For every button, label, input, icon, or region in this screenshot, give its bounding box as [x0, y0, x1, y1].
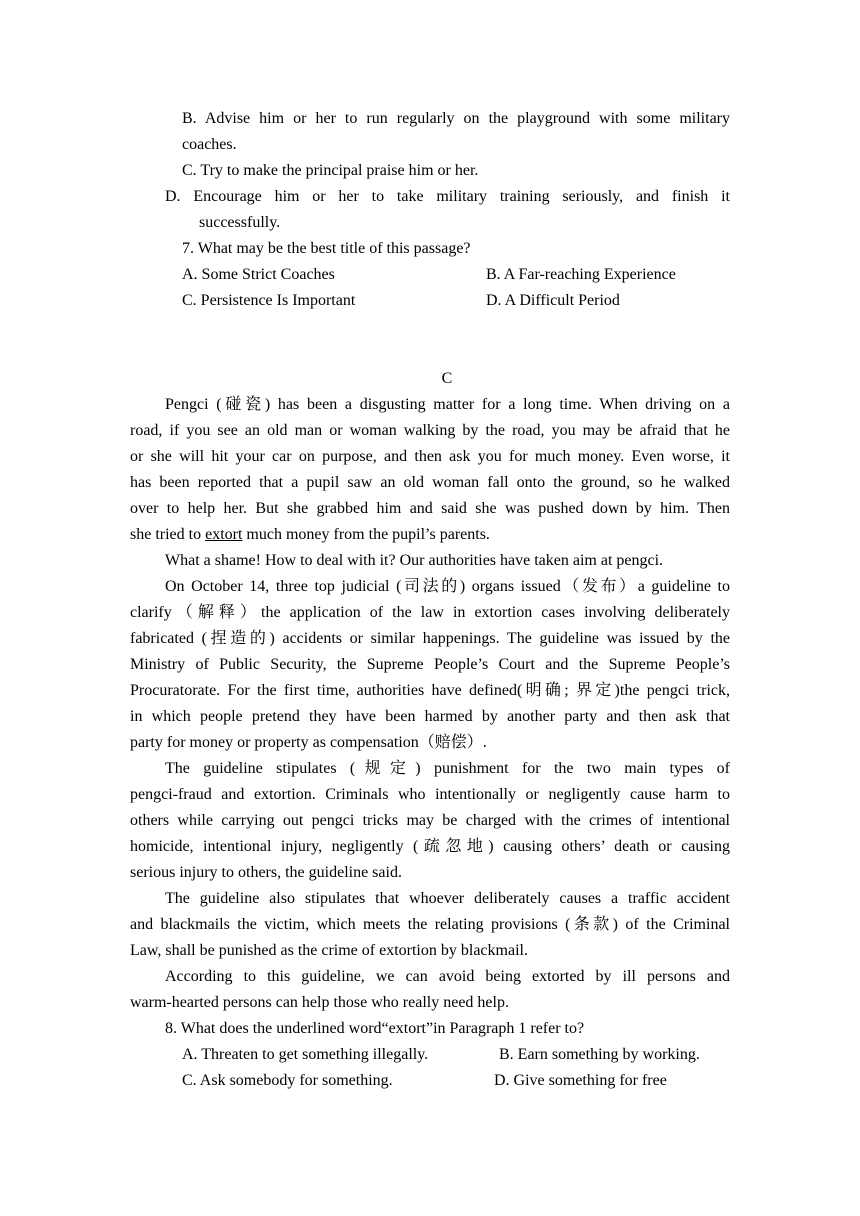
q8-option-a: A. Threaten to get something illegally.: [182, 1046, 429, 1063]
passage-p1-line: over to help her. But she grabbed him and said she was pushed down by him. Then: [130, 500, 730, 517]
passage-p4-line: homicide, intentional injury, negligently (疏忽地) causing others’ death or causing: [130, 838, 730, 855]
passage-text: much money from the pupil’s parents.: [242, 526, 490, 543]
q7-option-b: B. A Far-reaching Experience: [486, 266, 676, 283]
passage-p5-last-line: Law, shall be punished as the crime of extortion by blackmail.: [130, 942, 528, 959]
section-c-heading: C: [441, 370, 453, 387]
passage-p3-line: Ministry of Public Security, the Supreme People’s Court and the Supreme People’s: [130, 656, 730, 673]
passage-p1-line: or she will hit your car on purpose, and then ask you for much money. Even worse, it: [130, 448, 730, 465]
passage-p5-line: The guideline also stipulates that whoever deliberately causes a traffic accident: [165, 890, 730, 907]
q6-option-d-line1: D. Encourage him or her to take military training seriously, and finish it: [165, 188, 730, 205]
passage-p5-line: and blackmails the victim, which meets the relating provisions (条款) of the Criminal: [130, 916, 730, 933]
passage-p1-line: road, if you see an old man or woman walking by the road, you may be afraid that he: [130, 422, 730, 439]
passage-p6-last-line: warm-hearted persons can help those who really need help.: [130, 994, 509, 1011]
passage-p3-line: in which people pretend they have been harmed by another party and then ask that: [130, 708, 730, 725]
passage-p1-line: has been reported that a pupil saw an old woman fall onto the ground, so he walked: [130, 474, 730, 491]
q6-option-b-line2: coaches.: [182, 136, 237, 153]
q6-option-c: C. Try to make the principal praise him or her.: [182, 162, 479, 179]
underlined-word-extort: extort: [205, 526, 243, 543]
q8-option-c: C. Ask somebody for something.: [182, 1072, 393, 1089]
passage-p4-last-line: serious injury to others, the guideline said.: [130, 864, 402, 881]
passage-text: she tried to: [130, 526, 206, 543]
q7-option-a: A. Some Strict Coaches: [182, 266, 335, 283]
passage-p1-line: Pengci (碰瓷) has been a disgusting matter for a long time. When driving on a: [165, 396, 730, 413]
passage-p2: What a shame! How to deal with it? Our authorities have taken aim at pengci.: [165, 552, 664, 569]
q7-option-d: D. A Difficult Period: [486, 292, 620, 309]
q8-option-d: D. Give something for free: [494, 1072, 667, 1089]
passage-p3-line: Procuratorate. For the first time, authorities have defined(明确; 界定)the pengci trick,: [130, 682, 730, 699]
passage-p4-line: pengci-fraud and extortion. Criminals who intentionally or negligently cause harm to: [130, 786, 730, 803]
passage-p3-line: clarify（解释）the application of the law in extortion cases involving deliberately: [130, 604, 730, 621]
q6-option-b-line1: B. Advise him or her to run regularly on the playground with some military: [182, 110, 730, 127]
passage-p3-line: On October 14, three top judicial (司法的) organs issued（发布）a guideline to: [165, 578, 730, 595]
passage-p4-line: The guideline stipulates (规定) punishment for the two main types of: [165, 760, 730, 777]
q7-stem: 7. What may be the best title of this passage?: [182, 240, 471, 257]
passage-p3-last-line: party for money or property as compensation（赔偿）.: [130, 734, 487, 751]
q7-option-c: C. Persistence Is Important: [182, 292, 356, 309]
passage-p3-line: fabricated (捏造的) accidents or similar happenings. The guideline was issued by the: [130, 630, 730, 647]
passage-p1-last-line: [130, 525, 490, 545]
q8-stem: 8. What does the underlined word“extort”in Paragraph 1 refer to?: [165, 1020, 585, 1037]
passage-p6-line: According to this guideline, we can avoid being extorted by ill persons and: [165, 968, 730, 985]
q6-option-d-line2: successfully.: [199, 214, 281, 231]
passage-p4-line: others while carrying out pengci tricks may be charged with the crimes of intentional: [130, 812, 730, 829]
q8-option-b: B. Earn something by working.: [499, 1046, 700, 1063]
